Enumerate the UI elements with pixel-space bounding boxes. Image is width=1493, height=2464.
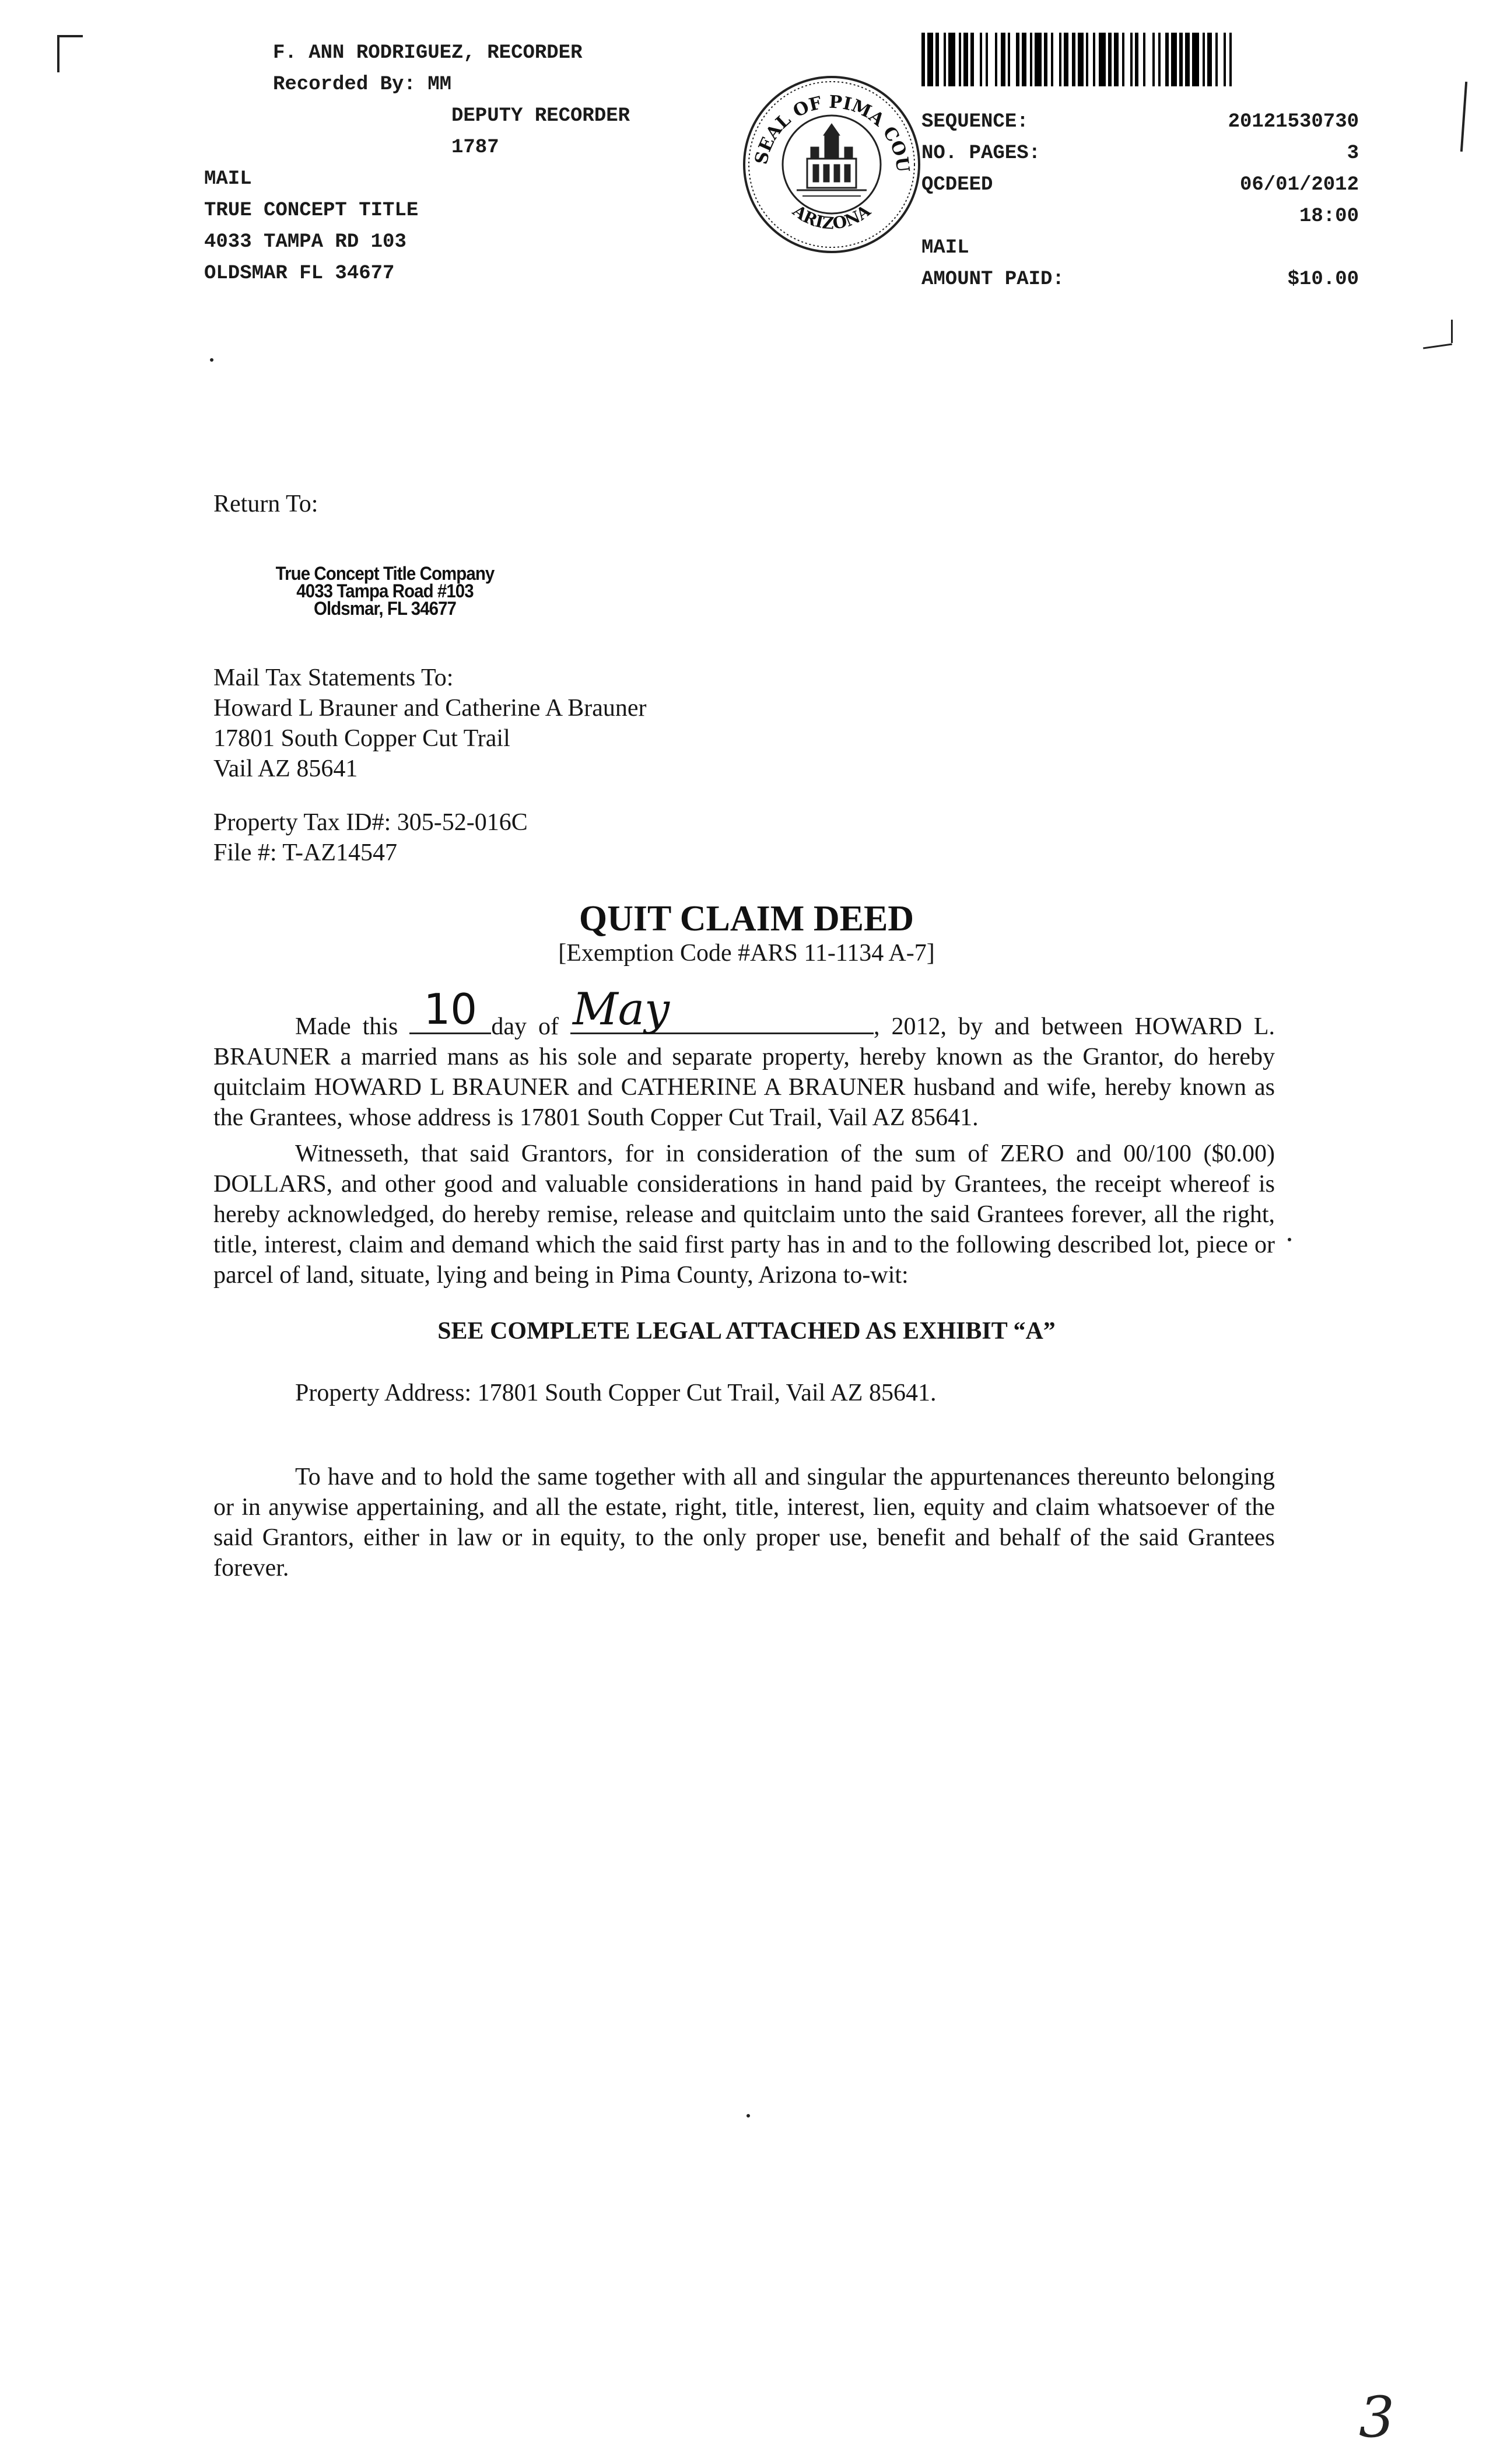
speck bbox=[746, 2114, 750, 2118]
page-title: QUIT CLAIM DEED bbox=[579, 899, 914, 939]
month-blank bbox=[570, 983, 874, 1035]
id-block bbox=[213, 807, 528, 868]
barcode-bar bbox=[963, 33, 968, 86]
margin-mark bbox=[1460, 82, 1467, 152]
deputy-recorder: DEPUTY RECORDER bbox=[451, 105, 630, 127]
recording-values bbox=[1155, 106, 1359, 295]
barcode-bar bbox=[1145, 33, 1152, 86]
barcode-bar bbox=[1138, 33, 1143, 86]
day-of-text: day of bbox=[491, 1013, 559, 1040]
deputy-number: 1787 bbox=[451, 136, 499, 159]
barcode-bar bbox=[1022, 33, 1026, 86]
day-blank bbox=[409, 985, 491, 1034]
barcode-bar bbox=[1185, 33, 1190, 86]
mail-label: MAIL bbox=[204, 168, 252, 190]
speck bbox=[1288, 1238, 1291, 1241]
handwritten-page-number: 3 bbox=[1359, 2385, 1395, 2450]
stamp-city: Oldsmar, FL 34677 bbox=[313, 598, 457, 619]
recorder-name: F. ANN RODRIGUEZ, RECORDER bbox=[273, 42, 583, 64]
barcode-bar bbox=[1099, 33, 1106, 86]
barcode-bar bbox=[1161, 33, 1165, 86]
seal-bottom-text: ARIZONA bbox=[789, 201, 874, 233]
legal-exhibit-notice: SEE COMPLETE LEGAL ATTACHED AS EXHIBIT “A” bbox=[437, 1318, 1056, 1345]
grant-paragraph bbox=[213, 983, 1275, 1133]
sequence-label: SEQUENCE: bbox=[921, 111, 1029, 133]
barcode-bar bbox=[1053, 33, 1059, 86]
recorded-by: Recorded By: MM bbox=[273, 74, 452, 96]
stamp-company: True Concept Title Company bbox=[275, 563, 495, 584]
return-address-stamp bbox=[251, 565, 519, 617]
mail-street: 4033 TAMPA RD 103 bbox=[204, 231, 406, 253]
property-tax-id: Property Tax ID#: 305-52-016C bbox=[213, 809, 528, 836]
barcode-bar bbox=[1124, 33, 1130, 86]
recording-labels bbox=[921, 106, 1064, 295]
tax-statements-city: Vail AZ 85641 bbox=[213, 755, 358, 782]
exemption-code: [Exemption Code #ARS 11-1134 A-7] bbox=[558, 940, 935, 967]
barcode-bar bbox=[1010, 33, 1016, 86]
margin-tick bbox=[1423, 344, 1452, 349]
mail-company: TRUE CONCEPT TITLE bbox=[204, 200, 419, 222]
barcode-bar bbox=[1192, 33, 1199, 86]
mail-to-block bbox=[204, 163, 418, 289]
tax-statements-street: 17801 South Copper Cut Trail bbox=[213, 725, 510, 752]
sequence-value: 20121530730 bbox=[1228, 111, 1359, 133]
property-address: Property Address: 17801 South Copper Cut Trail, Vail AZ 85641. bbox=[295, 1380, 937, 1406]
barcode-bar bbox=[927, 33, 933, 86]
handwritten-month: May bbox=[572, 983, 670, 1035]
pages-value: 3 bbox=[1347, 142, 1359, 164]
mail-city: OLDSMAR FL 34677 bbox=[204, 262, 395, 285]
tax-statements-names: Howard L Brauner and Catherine A Brauner bbox=[213, 695, 647, 722]
file-number: File #: T-AZ14547 bbox=[213, 839, 398, 866]
recorder-block bbox=[273, 37, 630, 163]
habendum-paragraph: To have and to hold the same together with all and singular the appurtenances thereunto belonging or in anywise appertaining, and all the estate, right, title, interest, lien, equity and claim whatsoever of the said Grantors, either in law or in equity, to the only proper use, benefit and behalf of the said Grantees forever. bbox=[213, 1464, 1275, 1581]
barcode-bar bbox=[1114, 33, 1119, 86]
barcode-bar bbox=[1232, 33, 1236, 86]
tax-statements-label: Mail Tax Statements To: bbox=[213, 664, 454, 691]
return-to-label: Return To: bbox=[213, 491, 318, 517]
svg-text:ARIZONA bbox=[788, 201, 875, 233]
doc-type: QCDEED bbox=[921, 174, 993, 196]
recording-date: 06/01/2012 bbox=[1239, 174, 1359, 196]
amount-label: AMOUNT PAID: bbox=[921, 268, 1064, 290]
county-seal-icon bbox=[738, 71, 925, 258]
margin-tick bbox=[1451, 320, 1453, 343]
witnesseth-paragraph: Witnesseth, that said Grantors, for in consideration of the sum of ZERO and 00/100 ($0.00) DOLLARS, and other good and valuable considerations in hand paid by Grantees, the receipt whereof is hereby acknowledged, do hereby remise, release and quitclaim unto the said Grantees forever, all the right, title, interest, claim and demand which the said first party has in and to the following described lot, piece or parcel of land, situate, lying and being in Pima County, Arizona to-wit: bbox=[213, 1140, 1275, 1289]
made-this-text: Made this bbox=[295, 1013, 398, 1040]
barcode-bar bbox=[948, 33, 955, 86]
barcode-bar bbox=[1171, 33, 1177, 86]
delivery-method: MAIL bbox=[921, 237, 969, 259]
recording-time: 18:00 bbox=[1299, 205, 1359, 228]
corner-crop-mark bbox=[57, 35, 83, 72]
tax-statements-block bbox=[213, 663, 647, 784]
barcode-bar bbox=[988, 33, 995, 86]
stamp-street: 4033 Tampa Road #103 bbox=[296, 580, 474, 601]
handwritten-day: 10 bbox=[423, 985, 478, 1034]
barcode-bar bbox=[1001, 33, 1005, 86]
barcode-bar bbox=[974, 33, 980, 86]
grant-text: , 2012, by and between HOWARD L. BRAUNER a married mans as his sole and separate property, hereby known as the Grantor, do hereby quitclaim HOWARD L BRAUNER and CATHERINE A BRAUNER husband and wife, hereby known as the Grantees, whose address is 17801 South Copper Cut Trail, Vail AZ 85641. bbox=[213, 1013, 1275, 1131]
barcode-icon bbox=[921, 33, 1388, 86]
barcode-bar bbox=[1207, 33, 1212, 86]
barcode-bar bbox=[1078, 33, 1084, 86]
amount-value: $10.00 bbox=[1287, 268, 1359, 290]
seal-top-text: SEAL OF PIMA COU bbox=[751, 92, 913, 174]
barcode-bar bbox=[1218, 33, 1224, 86]
speck bbox=[210, 358, 213, 362]
barcode-bar bbox=[1035, 33, 1042, 86]
barcode-bar bbox=[939, 33, 944, 86]
barcode-bar bbox=[1064, 33, 1068, 86]
barcode-bar bbox=[1088, 33, 1093, 86]
pages-label: NO. PAGES: bbox=[921, 142, 1041, 164]
